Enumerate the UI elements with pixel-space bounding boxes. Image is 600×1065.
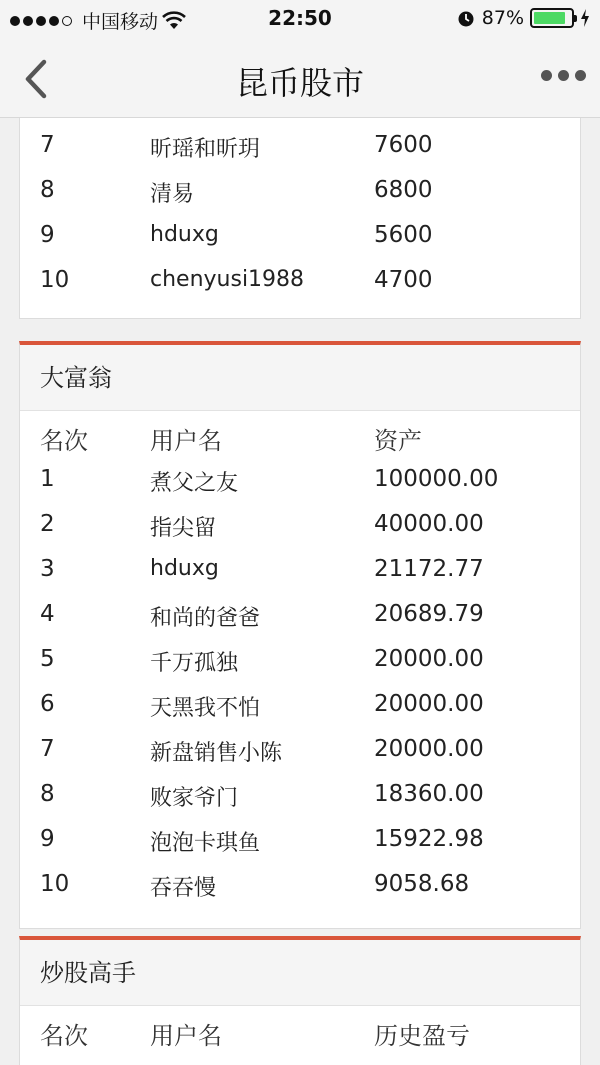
value-cell: 18360.00 [374,781,484,807]
table-row [20,773,580,818]
value-cell: 7600 [374,132,433,158]
battery-percent: 87% [481,7,524,29]
table-row [20,863,580,908]
rank-cell: 7 [40,132,55,158]
column-header-rank: 名次 [40,1022,88,1050]
status-right [456,7,590,29]
more-button[interactable] [541,70,586,81]
value-cell: 15922.98 [374,826,484,852]
user-cell: 清易 [150,182,195,207]
column-header-rank: 名次 [40,427,88,455]
rank-cell: 9 [40,826,55,852]
table-header-row [20,413,580,458]
rank-cell: 9 [40,222,55,248]
nav-bar [0,40,600,118]
table-row [20,593,580,638]
charging-icon [580,8,590,28]
user-cell: 千万孤独 [150,651,239,676]
value-cell: 40000.00 [374,511,484,537]
user-cell: 指尖留 [150,516,217,541]
battery-icon [530,8,574,28]
rank-cell: 10 [40,267,70,293]
top-ranking-card [19,118,581,319]
table-row [20,169,580,214]
value-cell: 5600 [374,222,433,248]
column-header-user: 用户名 [150,427,222,455]
value-cell: 20000.00 [374,646,484,672]
rank-cell: 3 [40,556,55,582]
value-cell: 100000.00 [374,466,499,492]
table-row [20,548,580,593]
table-row [20,458,580,503]
alarm-icon [456,8,476,28]
rank-cell: 8 [40,177,55,203]
rank-cell: 6 [40,691,55,717]
rank-cell: 5 [40,646,55,672]
value-cell: 6800 [374,177,433,203]
value-cell: 21172.77 [374,556,484,582]
carrier-label: 中国移动 [82,11,159,33]
user-cell: 败家爷门 [150,786,239,811]
table-header-row [20,1008,580,1053]
rank-cell: 4 [40,601,55,627]
user-cell: 和尚的爸爸 [150,606,261,631]
table-row [20,728,580,773]
card-title: 炒股高手 [20,940,580,1006]
more-dots-icon [541,70,552,81]
column-header-user: 用户名 [150,1022,222,1050]
user-cell: hduxg [150,222,219,247]
value-cell: 20689.79 [374,601,484,627]
value-cell: 9058.68 [374,871,470,897]
rank-cell: 1 [40,466,55,492]
status-bar [0,0,600,40]
table-row [20,683,580,728]
user-cell: 泡泡卡琪鱼 [150,831,261,856]
scroll-content[interactable] [0,118,600,1065]
user-cell: hduxg [150,556,219,581]
user-cell: chenyusi1988 [150,267,305,292]
value-cell: 4700 [374,267,433,293]
user-cell: 新盘销售小陈 [150,741,283,766]
rank-cell: 10 [40,871,70,897]
clock: 22:50 [268,6,332,30]
table-row [20,818,580,863]
table-row [20,259,580,304]
rank-cell: 8 [40,781,55,807]
page-title: 昆币股市 [235,64,364,102]
table-row [20,638,580,683]
rank-cell: 7 [40,736,55,762]
user-cell: 吞吞慢 [150,876,217,901]
value-cell: 20000.00 [374,691,484,717]
card-title: 大富翁 [20,345,580,411]
user-cell: 昕瑶和昕玥 [150,137,261,162]
trader-ranking-card [19,936,581,1065]
rich-ranking-card [19,341,581,929]
table-row [20,214,580,259]
column-header-asset: 资产 [374,427,422,455]
column-header-profit: 历史盈亏 [374,1022,470,1050]
user-cell: 天黑我不怕 [150,696,261,721]
table-row [20,124,580,169]
battery-fill [534,12,565,24]
rank-cell: 2 [40,511,55,537]
value-cell: 20000.00 [374,736,484,762]
user-cell: 煮父之友 [150,471,239,496]
table-row [20,503,580,548]
